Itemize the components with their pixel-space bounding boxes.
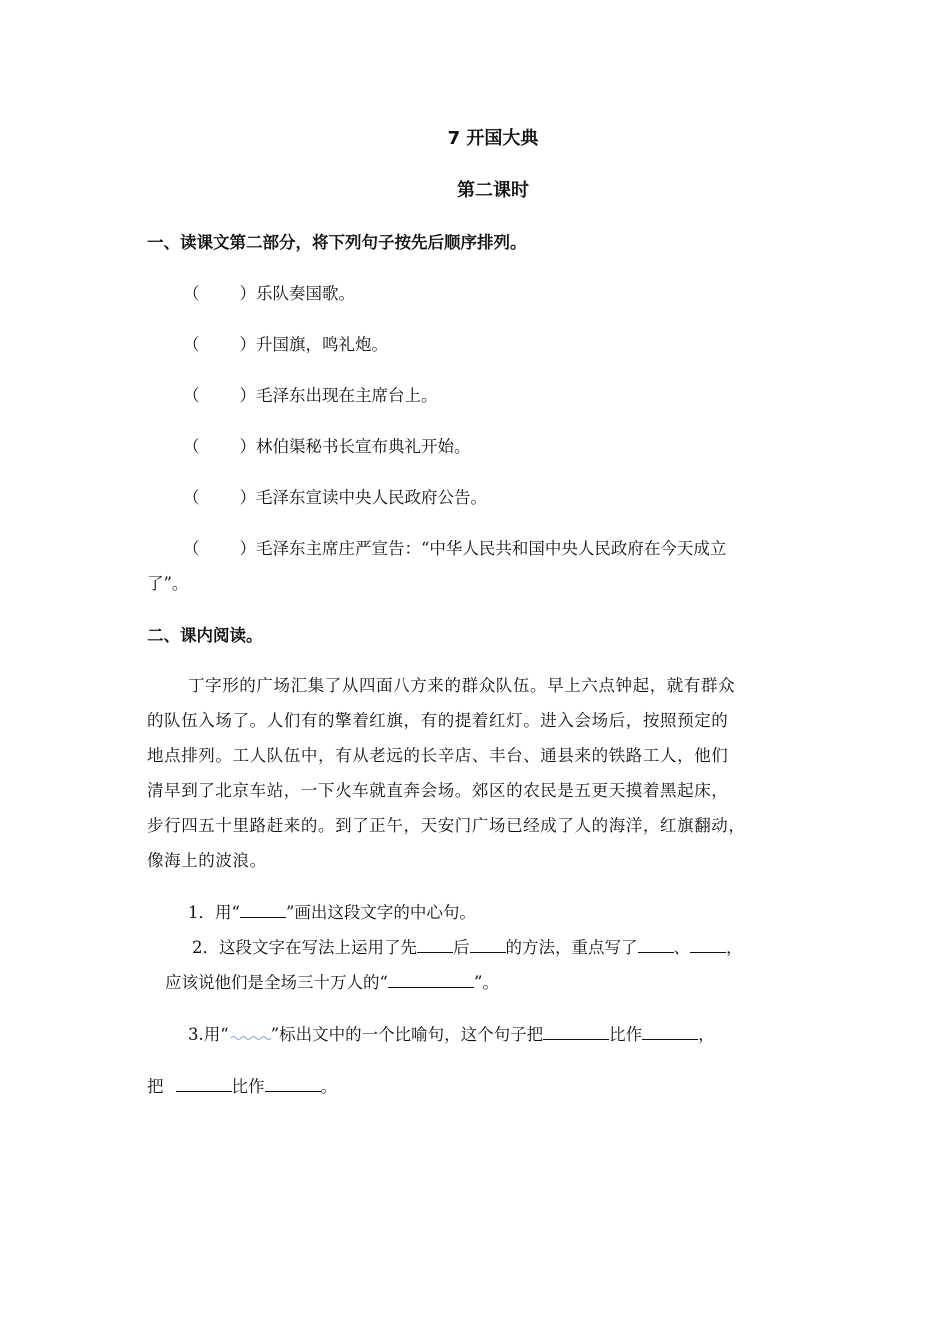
- answer-blank[interactable]: [642, 1025, 698, 1040]
- order-item: [183, 280, 355, 304]
- order-item: [183, 535, 726, 559]
- order-item-text: 升国旗，鸣礼炮。: [256, 335, 388, 354]
- close-paren: ）: [239, 488, 256, 507]
- order-item-text: 林伯渠秘书长宣布典礼开始。: [256, 437, 471, 456]
- passage-line: 像海上的波浪。: [147, 851, 267, 870]
- q2-text-e: ，: [726, 938, 743, 957]
- close-paren: ）: [239, 539, 256, 558]
- order-item: [183, 484, 487, 508]
- section1-heading: 一、读课文第二部分，将下列句子按先后顺序排列。: [147, 233, 527, 252]
- order-item: [183, 331, 388, 355]
- q2-text-d: 、: [673, 938, 690, 957]
- page-subtitle: 第二课时: [457, 180, 529, 201]
- q3-text-g: 。: [320, 1077, 337, 1096]
- close-paren: ）: [239, 386, 256, 405]
- q3-text-e: 把: [147, 1077, 164, 1096]
- open-paren: （: [183, 539, 200, 558]
- answer-blank[interactable]: [265, 1077, 321, 1092]
- q2-text-b: 后: [453, 938, 470, 957]
- q3-text-f: 比作: [231, 1077, 265, 1096]
- q2-text-c: 的方法，重点写了: [505, 938, 638, 957]
- q3-text-c: 比作: [609, 1025, 643, 1044]
- order-item-text: 毛泽东出现在主席台上。: [256, 386, 438, 405]
- answer-blank[interactable]: [388, 973, 474, 988]
- close-paren: ）: [239, 437, 256, 456]
- passage-line: 丁字形的广场汇集了从四面八方来的群众队伍。早上六点钟起，就有群众: [188, 676, 736, 695]
- question-2-cont: [165, 969, 499, 993]
- q3-text-d: ，: [698, 1025, 715, 1044]
- open-paren: （: [183, 335, 200, 354]
- q1-text-b: ”画出这段文字的中心句。: [285, 903, 476, 922]
- passage-line: 的队伍入场了。人们有的擎着红旗，有的提着红灯。进入会场后，按照预定的: [147, 711, 729, 730]
- question-3-cont: [147, 1073, 337, 1097]
- open-paren: （: [183, 284, 200, 303]
- question-2: [192, 934, 743, 958]
- section2-heading: 二、课内阅读。: [147, 626, 263, 645]
- order-item-text: 乐队奏国歌。: [256, 284, 355, 303]
- answer-blank[interactable]: [240, 903, 286, 918]
- answer-blank[interactable]: [470, 938, 506, 953]
- q2-text-g: ”。: [473, 973, 499, 992]
- question-3: [188, 1021, 715, 1045]
- open-paren: （: [183, 386, 200, 405]
- passage-line: 步行四五十里路赶来的。到了正午，天安门广场已经成了人的海洋，红旗翻动，: [147, 816, 746, 835]
- passage-line: 清早到了北京车站，一下火车就直奔会场。郊区的农民是五更天摸着黑起床，: [147, 781, 729, 800]
- answer-blank[interactable]: [638, 938, 674, 953]
- order-item-text: 毛泽东主席庄严宣告：“中华人民共和国中央人民政府在今天成立: [256, 539, 727, 558]
- q2-text-a: 2．这段文字在写法上运用了先: [192, 938, 417, 957]
- order-item: [183, 382, 438, 406]
- open-paren: （: [183, 437, 200, 456]
- answer-blank[interactable]: [543, 1025, 609, 1040]
- q2-text-f: 应该说他们是全场三十万人的“: [165, 973, 388, 992]
- passage-line: 地点排列。工人队伍中，有从老远的长辛店、丰台、通县来的铁路工人，他们: [147, 746, 729, 765]
- q3-text-a: 3.用“: [188, 1025, 229, 1044]
- order-item-text: 毛泽东宣读中央人民政府公告。: [256, 488, 487, 507]
- open-paren: （: [183, 488, 200, 507]
- page-title: 7 开国大典: [447, 128, 539, 149]
- q1-text-a: 1．用“: [188, 903, 240, 922]
- order-item: [183, 433, 471, 457]
- answer-blank[interactable]: [690, 938, 726, 953]
- wavy-underline-icon: [229, 1026, 271, 1040]
- answer-blank[interactable]: [417, 938, 453, 953]
- question-1: [188, 899, 476, 923]
- close-paren: ）: [239, 335, 256, 354]
- answer-blank[interactable]: [176, 1077, 232, 1092]
- q3-text-b: ”标出文中的一个比喻句，这个句子把: [270, 1025, 544, 1044]
- close-paren: ）: [239, 284, 256, 303]
- order-item-continuation: 了”。: [147, 574, 189, 593]
